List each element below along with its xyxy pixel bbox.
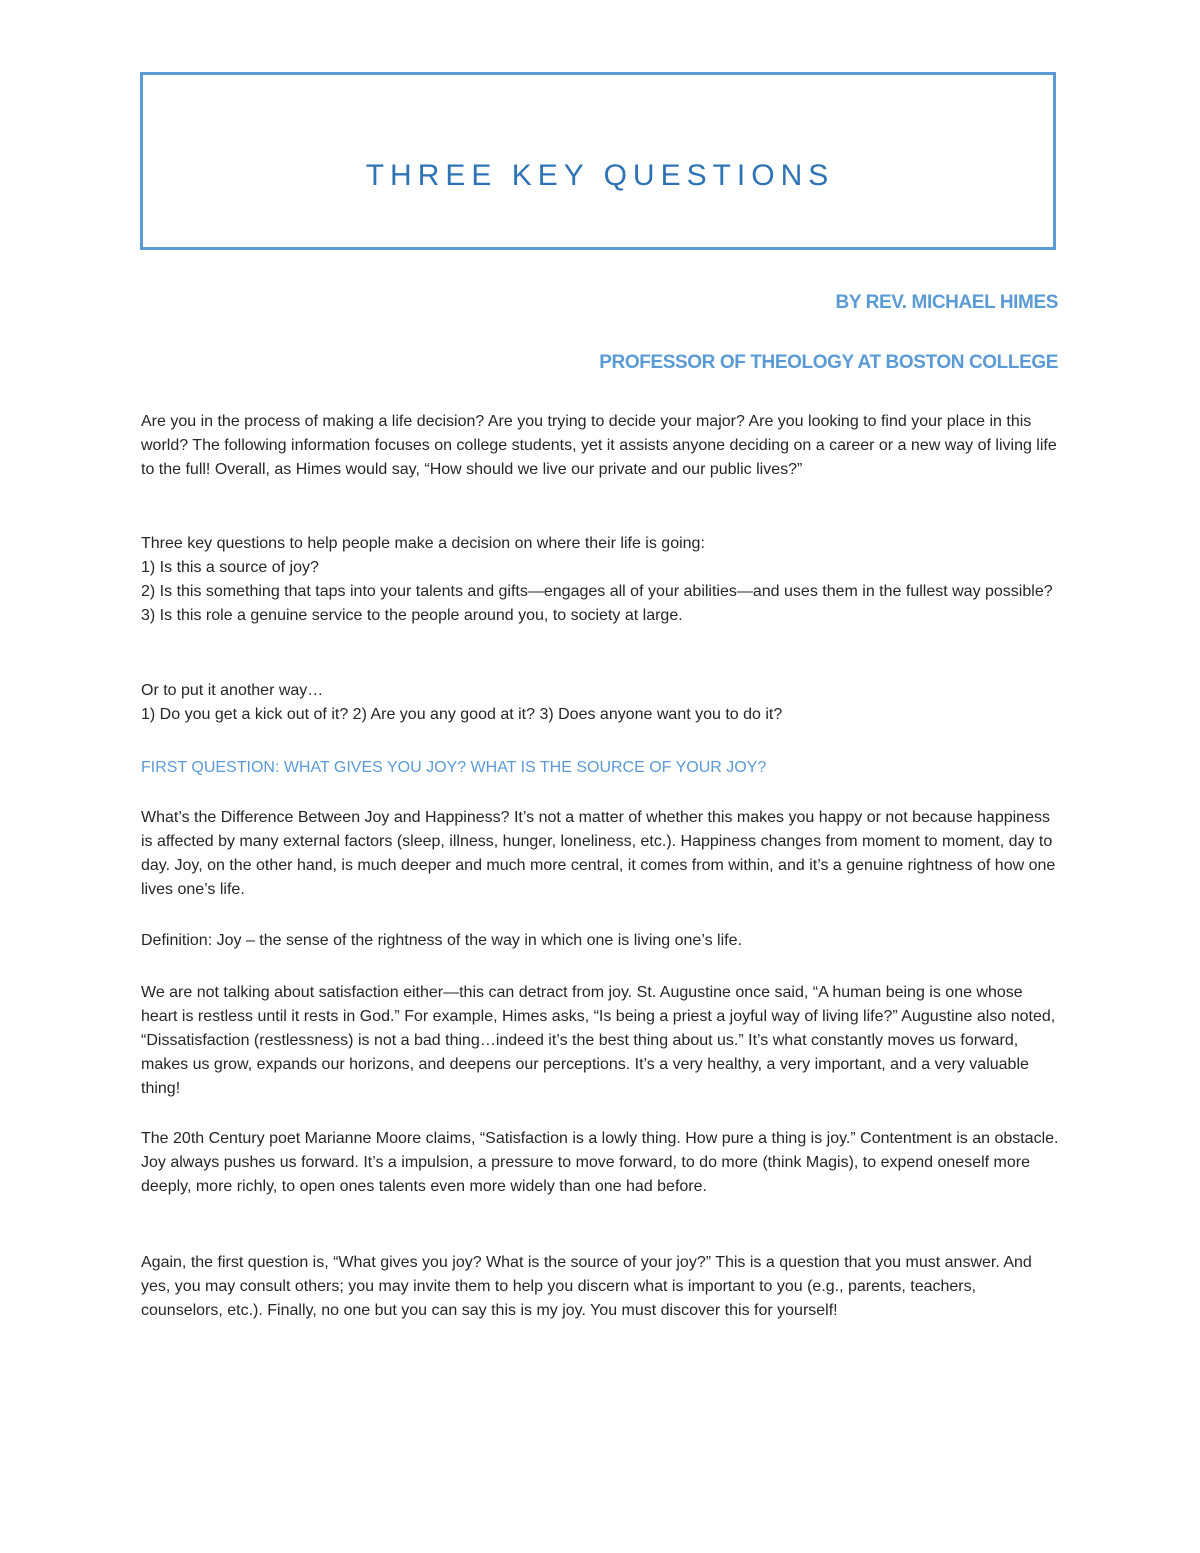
key-questions-block xyxy=(141,532,1061,628)
moore-paragraph: The 20th Century poet Marianne Moore claims, “Satisfaction is a lowly thing. How pure a thing is joy.” Contentment is an obstacle. Joy always pushes us forward. It’s a impulsion, a pressure to move forward, to do more (think Magis), to expend oneself more deeply, more richly, to open ones talents even more widely than one had before. xyxy=(141,1130,1059,1195)
definition-paragraph: Definition: Joy – the sense of the rightness of the way in which one is living one’s life. xyxy=(141,932,742,949)
intro-paragraph xyxy=(141,410,1061,482)
questions-intro: Three key questions to help people make a decision on where their life is going: xyxy=(141,535,705,552)
author-line: BY REV. MICHAEL HIMES xyxy=(835,292,1058,313)
again-block xyxy=(141,1251,1061,1323)
first-question-heading: FIRST QUESTION: WHAT GIVES YOU JOY? WHAT IS THE SOURCE OF YOUR JOY? xyxy=(141,759,767,776)
moore-block xyxy=(141,1127,1061,1199)
satisfaction-block xyxy=(141,981,1061,1101)
joy-vs-happiness-block xyxy=(141,806,1061,902)
question-1: 1) Is this a source of joy? xyxy=(141,559,319,576)
another-way-intro: Or to put it another way… xyxy=(141,682,324,699)
another-way-block xyxy=(141,679,1061,727)
again-paragraph: Again, the first question is, “What gives you joy? What is the source of your joy?” This is a question that you must answer. And yes, you may consult others; you may invite them to help you discern what is important to you (e.g., parents, teachers, counselors, etc.). Finally, no one but you can say this is my joy. You must discover this for yourself! xyxy=(141,1254,1032,1319)
role-line: PROFESSOR OF THEOLOGY AT BOSTON COLLEGE xyxy=(599,352,1058,373)
satisfaction-paragraph: We are not talking about satisfaction either—this can detract from joy. St. Augustine once said, “A human being is one whose heart is restless until it rests in God.” For example, Himes asks, “Is being a priest a joyful way of living life?” Augustine also noted, “Dissatisfaction (restlessness) is not a bad thing…indeed it’s the best thing about us.” It’s what constantly moves us forward, makes us grow, expands our horizons, and deepens our perceptions. It’s a very healthy, a very important, and a very valuable thing! xyxy=(141,984,1056,1097)
another-way-questions: 1) Do you get a kick out of it? 2) Are you any good at it? 3) Does anyone want you to do it? xyxy=(141,706,783,723)
page-title: THREE KEY QUESTIONS xyxy=(365,159,835,192)
joy-vs-happiness-paragraph: What’s the Difference Between Joy and Happiness? It’s not a matter of whether this makes you happy or not because happiness is affected by many external factors (sleep, illness, hunger, loneliness, etc.). Happiness changes from moment to moment, day to day. Joy, on the other hand, is much deeper and much more central, it comes from within, and it’s a genuine rightness of how one lives one’s life. xyxy=(141,809,1056,898)
question-2: 2) Is this something that taps into your talents and gifts—engages all of your abilities—and uses them in the fullest way possible? xyxy=(141,583,1053,600)
intro-text: Are you in the process of making a life decision? Are you trying to decide your major? Are you looking to find your place in this world? The following information focuses on college students, yet it assists anyone deciding on a career or a new way of living life to the full! Overall, as Himes would say, “How should we live our private and our public lives?” xyxy=(141,413,1057,478)
question-3: 3) Is this role a genuine service to the people around you, to society at large. xyxy=(141,607,683,624)
first-question-heading-block xyxy=(141,756,1061,780)
definition-block xyxy=(141,929,1061,953)
